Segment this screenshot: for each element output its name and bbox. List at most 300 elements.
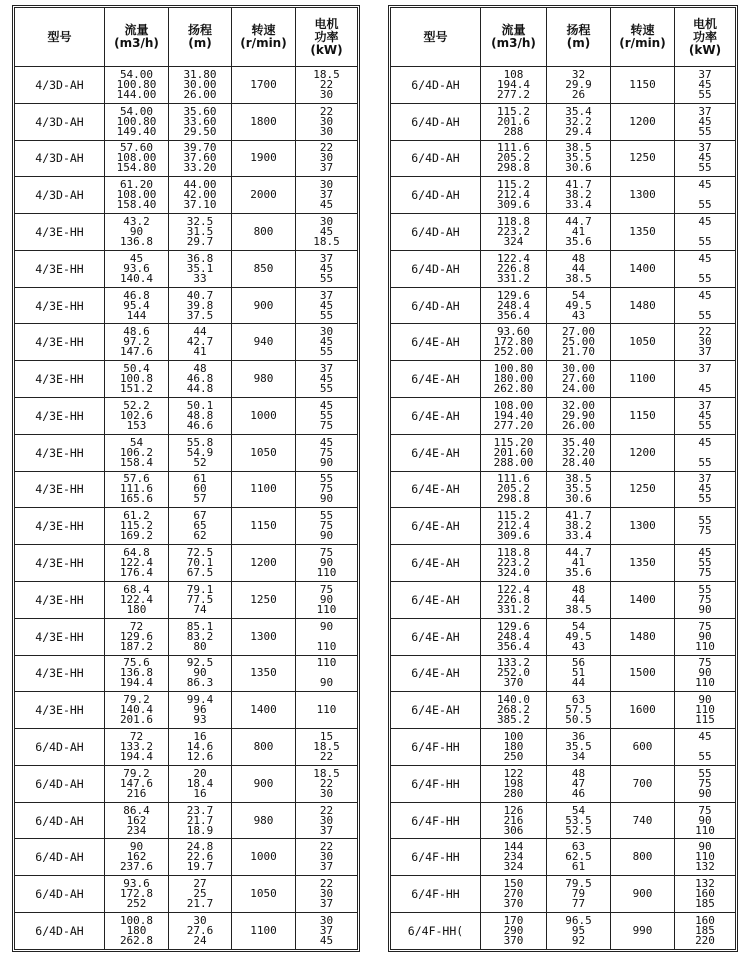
- power-cell: 37 45 55: [698, 398, 712, 432]
- speed-cell: 1050: [611, 324, 675, 360]
- model-cell: 4/3E-HH: [15, 582, 105, 618]
- power-cell: 55 75 90: [698, 582, 712, 616]
- model-cell: 4/3E-HH: [15, 288, 105, 324]
- speed-cell: 1150: [232, 508, 296, 544]
- speed-cell: 1500: [611, 656, 675, 692]
- head-cell: 54 53.5 52.5: [547, 803, 611, 839]
- model-cell: 6/4E-AH: [391, 545, 481, 581]
- power-cell: 37 45 55: [698, 472, 712, 506]
- head-cell: 30 27.6 24: [169, 913, 232, 950]
- head-cell: 40.7 39.8 37.5: [169, 288, 232, 324]
- flow-cell: 115.2 212.4 309.6: [481, 508, 547, 544]
- table-row: [15, 288, 357, 325]
- speed-cell: 2000: [232, 177, 296, 213]
- head-cell: 38.5 35.5 30.6: [547, 141, 611, 177]
- power-cell: 30 45 18.5: [313, 215, 340, 249]
- table-row: [15, 141, 357, 178]
- speed-cell: 1480: [611, 288, 675, 324]
- head-cell: 79.5 79 77: [547, 876, 611, 912]
- speed-cell: 1350: [611, 545, 675, 581]
- table-row: [391, 508, 735, 545]
- table-row: [15, 104, 357, 141]
- power-cell: 15 18.5 22: [313, 729, 340, 763]
- flow-cell: 54.00 100.80 144.00: [105, 67, 169, 103]
- power-cell: 37 45 55: [319, 251, 334, 285]
- model-cell: 4/3E-HH: [15, 508, 105, 544]
- model-cell: 6/4D-AH: [391, 104, 481, 140]
- flow-cell: 57.6 111.6 165.6: [105, 472, 169, 508]
- model-cell: 4/3D-AH: [15, 177, 105, 213]
- flow-cell: 68.4 122.4 180: [105, 582, 169, 618]
- table-row: [15, 766, 357, 803]
- model-cell: 4/3E-HH: [15, 656, 105, 692]
- speed-cell: 600: [611, 729, 675, 765]
- flow-cell: 64.8 122.4 176.4: [105, 545, 169, 581]
- head-cell: 48 47 46: [547, 766, 611, 802]
- power-cell: 55 75 90: [319, 509, 334, 543]
- header-flow: 流量 (m3/h): [105, 8, 169, 66]
- power-cell: 55 75: [698, 514, 712, 538]
- flow-cell: 122 198 280: [481, 766, 547, 802]
- table-row: [391, 545, 735, 582]
- head-cell: 44.00 42.00 37.10: [169, 177, 232, 213]
- power-cell: 45 55: [698, 729, 712, 763]
- header-model: 型号: [15, 8, 105, 66]
- model-cell: 6/4D-AH: [391, 251, 481, 287]
- power-cell: 22 30 37: [319, 803, 334, 837]
- flow-cell: 108 194.4 277.2: [481, 67, 547, 103]
- model-cell: 6/4D-AH: [391, 141, 481, 177]
- power-cell: 110 90: [316, 656, 337, 690]
- head-cell: 35.40 32.20 28.40: [547, 435, 611, 471]
- model-cell: 6/4D-AH: [391, 214, 481, 250]
- speed-cell: 900: [611, 876, 675, 912]
- speed-cell: 1800: [232, 104, 296, 140]
- power-cell: 30 37 45: [319, 914, 334, 948]
- model-cell: 6/4E-AH: [391, 692, 481, 728]
- speed-cell: 800: [611, 839, 675, 875]
- model-cell: 6/4F-HH: [391, 766, 481, 802]
- power-cell: 160 185 220: [695, 914, 715, 948]
- power-cell: 45 55 75: [698, 546, 712, 580]
- table-row: [391, 619, 735, 656]
- speed-cell: 800: [232, 729, 296, 765]
- head-cell: 63 57.5 50.5: [547, 692, 611, 728]
- speed-cell: 1480: [611, 619, 675, 655]
- table-row: [15, 324, 357, 361]
- table-row: [15, 803, 357, 840]
- head-cell: 35.60 33.60 29.50: [169, 104, 232, 140]
- speed-cell: 1400: [611, 582, 675, 618]
- flow-cell: 45 93.6 140.4: [105, 251, 169, 287]
- table-row: [15, 472, 357, 509]
- table-row: [15, 619, 357, 656]
- model-cell: 6/4E-AH: [391, 324, 481, 360]
- model-cell: 4/3D-AH: [15, 141, 105, 177]
- flow-cell: 115.2 212.4 309.6: [481, 177, 547, 213]
- flow-cell: 48.6 97.2 147.6: [105, 324, 169, 360]
- head-cell: 41.7 38.2 33.4: [547, 508, 611, 544]
- flow-cell: 111.6 205.2 298.8: [481, 472, 547, 508]
- model-cell: 4/3E-HH: [15, 214, 105, 250]
- flow-cell: 57.60 108.00 154.80: [105, 141, 169, 177]
- table-row: [391, 251, 735, 288]
- flow-cell: 86.4 162 234: [105, 803, 169, 839]
- speed-cell: 990: [611, 913, 675, 950]
- model-cell: 4/3E-HH: [15, 472, 105, 508]
- speed-cell: 1250: [611, 472, 675, 508]
- speed-cell: 1400: [232, 692, 296, 728]
- head-cell: 48 44 38.5: [547, 251, 611, 287]
- flow-cell: 100.80 180.00 262.80: [481, 361, 547, 397]
- head-cell: 96.5 95 92: [547, 913, 611, 950]
- power-cell: 37 45 55: [698, 104, 712, 138]
- flow-cell: 46.8 95.4 144: [105, 288, 169, 324]
- power-cell: 22 30 37: [319, 877, 334, 911]
- model-cell: 6/4D-AH: [15, 913, 105, 950]
- model-cell: 6/4D-AH: [15, 876, 105, 912]
- speed-cell: 900: [232, 766, 296, 802]
- model-cell: 6/4F-HH: [391, 803, 481, 839]
- flow-cell: 126 216 306: [481, 803, 547, 839]
- power-cell: 37 45 55: [698, 67, 712, 101]
- speed-cell: 700: [611, 766, 675, 802]
- model-cell: 6/4F-HH(: [391, 913, 481, 950]
- table-row: [391, 177, 735, 214]
- flow-cell: 118.8 223.2 324: [481, 214, 547, 250]
- table-row: [15, 361, 357, 398]
- power-cell: 90 110: [316, 619, 337, 653]
- model-cell: 4/3E-HH: [15, 324, 105, 360]
- head-cell: 44 42.7 41: [169, 324, 232, 360]
- header-speed: 转速 (r/min): [611, 8, 675, 66]
- flow-cell: 79.2 147.6 216: [105, 766, 169, 802]
- model-cell: 6/4F-HH: [391, 729, 481, 765]
- speed-cell: 980: [232, 803, 296, 839]
- head-cell: 36 35.5 34: [547, 729, 611, 765]
- speed-cell: 1000: [232, 398, 296, 434]
- head-cell: 35.4 32.2 29.4: [547, 104, 611, 140]
- head-cell: 30.00 27.60 24.00: [547, 361, 611, 397]
- power-cell: 75 90 110: [316, 582, 337, 616]
- head-cell: 79.1 77.5 74: [169, 582, 232, 618]
- power-cell: 30 45 55: [319, 325, 334, 359]
- flow-cell: 140.0 268.2 385.2: [481, 692, 547, 728]
- model-cell: 4/3E-HH: [15, 692, 105, 728]
- flow-cell: 118.8 223.2 324.0: [481, 545, 547, 581]
- flow-cell: 54.00 100.80 149.40: [105, 104, 169, 140]
- head-cell: 63 62.5 61: [547, 839, 611, 875]
- speed-cell: 1100: [232, 472, 296, 508]
- power-cell: 37 45 55: [319, 362, 334, 396]
- head-cell: 54 49.5 43: [547, 288, 611, 324]
- table-row: [15, 582, 357, 619]
- power-cell: 45 55 75: [319, 398, 334, 432]
- speed-cell: 1600: [611, 692, 675, 728]
- power-cell: 45 55: [698, 178, 712, 212]
- speed-cell: 1350: [232, 656, 296, 692]
- head-cell: 16 14.6 12.6: [169, 729, 232, 765]
- table-row: [391, 766, 735, 803]
- speed-cell: 1100: [232, 913, 296, 950]
- header-flow: 流量 (m3/h): [481, 8, 547, 66]
- power-cell: 37 45 55: [698, 141, 712, 175]
- head-cell: 41.7 38.2 33.4: [547, 177, 611, 213]
- table-row: [391, 472, 735, 509]
- power-cell: 75 90 110: [695, 803, 715, 837]
- flow-cell: 93.6 172.8 252: [105, 876, 169, 912]
- speed-cell: 850: [232, 251, 296, 287]
- head-cell: 85.1 83.2 80: [169, 619, 232, 655]
- model-cell: 4/3E-HH: [15, 435, 105, 471]
- head-cell: 32.00 29.90 26.00: [547, 398, 611, 434]
- head-cell: 39.70 37.60 33.20: [169, 141, 232, 177]
- head-cell: 50.1 48.8 46.6: [169, 398, 232, 434]
- power-cell: 22 30 37: [319, 141, 334, 175]
- table-row: [15, 508, 357, 545]
- table-header: [391, 8, 735, 67]
- power-cell: 110: [316, 703, 337, 717]
- table-row: [391, 582, 735, 619]
- flow-cell: 115.20 201.60 288.00: [481, 435, 547, 471]
- flow-cell: 50.4 100.8 151.2: [105, 361, 169, 397]
- speed-cell: 1300: [232, 619, 296, 655]
- flow-cell: 129.6 248.4 356.4: [481, 619, 547, 655]
- power-cell: 45 55: [698, 251, 712, 285]
- table-row: [391, 692, 735, 729]
- head-cell: 32 29.9 26: [547, 67, 611, 103]
- flow-cell: 79.2 140.4 201.6: [105, 692, 169, 728]
- table-row: [15, 251, 357, 288]
- power-cell: 75 90 110: [695, 656, 715, 690]
- flow-cell: 111.6 205.2 298.8: [481, 141, 547, 177]
- speed-cell: 1250: [232, 582, 296, 618]
- power-cell: 22 30 30: [319, 104, 334, 138]
- speed-cell: 1400: [611, 251, 675, 287]
- head-cell: 92.5 90 86.3: [169, 656, 232, 692]
- table-row: [391, 288, 735, 325]
- model-cell: 6/4F-HH: [391, 876, 481, 912]
- speed-cell: 1700: [232, 67, 296, 103]
- head-cell: 48 46.8 44.8: [169, 361, 232, 397]
- speed-cell: 1150: [611, 398, 675, 434]
- power-cell: 45 55: [698, 435, 712, 469]
- speed-cell: 1200: [232, 545, 296, 581]
- power-cell: 90 110 132: [695, 840, 715, 874]
- flow-cell: 115.2 201.6 288: [481, 104, 547, 140]
- flow-cell: 93.60 172.80 252.00: [481, 324, 547, 360]
- head-cell: 56 51 44: [547, 656, 611, 692]
- speed-cell: 1050: [232, 876, 296, 912]
- head-cell: 67 65 62: [169, 508, 232, 544]
- speed-cell: 1050: [232, 435, 296, 471]
- table-body-right: [391, 67, 735, 950]
- power-cell: 18.5 22 30: [313, 67, 340, 101]
- power-cell: 18.5 22 30: [313, 766, 340, 800]
- table-row: [15, 656, 357, 693]
- header-head: 扬程 (m): [169, 8, 232, 66]
- model-cell: 4/3E-HH: [15, 619, 105, 655]
- power-cell: 55 75 90: [698, 766, 712, 800]
- head-cell: 27 25 21.7: [169, 876, 232, 912]
- power-cell: 75 90 110: [695, 619, 715, 653]
- model-cell: 6/4D-AH: [391, 177, 481, 213]
- model-cell: 6/4E-AH: [391, 619, 481, 655]
- head-cell: 55.8 54.9 52: [169, 435, 232, 471]
- model-cell: 4/3E-HH: [15, 361, 105, 397]
- table-row: [15, 913, 357, 950]
- flow-cell: 75.6 136.8 194.4: [105, 656, 169, 692]
- flow-cell: 100.8 180 262.8: [105, 913, 169, 950]
- head-cell: 61 60 57: [169, 472, 232, 508]
- pump-table-left: [12, 5, 360, 952]
- speed-cell: 1100: [611, 361, 675, 397]
- flow-cell: 170 290 370: [481, 913, 547, 950]
- table-row: [15, 398, 357, 435]
- header-power: 电机 功率 (kW): [310, 16, 343, 57]
- model-cell: 4/3D-AH: [15, 104, 105, 140]
- header-power: 电机 功率 (kW): [688, 16, 722, 57]
- table-row: [391, 729, 735, 766]
- table-row: [391, 141, 735, 178]
- speed-cell: 1000: [232, 839, 296, 875]
- header-head: 扬程 (m): [547, 8, 611, 66]
- head-cell: 32.5 31.5 29.7: [169, 214, 232, 250]
- speed-cell: 1350: [611, 214, 675, 250]
- power-cell: 22 30 37: [319, 840, 334, 874]
- model-cell: 6/4E-AH: [391, 582, 481, 618]
- head-cell: 20 18.4 16: [169, 766, 232, 802]
- power-cell: 45 75 90: [319, 435, 334, 469]
- header-model: 型号: [391, 8, 481, 66]
- speed-cell: 1200: [611, 104, 675, 140]
- power-cell: 45 55: [698, 215, 712, 249]
- flow-cell: 122.4 226.8 331.2: [481, 582, 547, 618]
- table-row: [15, 729, 357, 766]
- head-cell: 54 49.5 43: [547, 619, 611, 655]
- table-row: [391, 435, 735, 472]
- flow-cell: 43.2 90 136.8: [105, 214, 169, 250]
- header-speed: 转速 (r/min): [232, 8, 296, 66]
- model-cell: 6/4E-AH: [391, 398, 481, 434]
- head-cell: 38.5 35.5 30.6: [547, 472, 611, 508]
- model-cell: 4/3E-HH: [15, 398, 105, 434]
- power-cell: 132 160 185: [695, 877, 715, 911]
- head-cell: 72.5 70.1 67.5: [169, 545, 232, 581]
- flow-cell: 61.2 115.2 169.2: [105, 508, 169, 544]
- head-cell: 36.8 35.1 33: [169, 251, 232, 287]
- speed-cell: 1900: [232, 141, 296, 177]
- flow-cell: 61.20 108.00 158.40: [105, 177, 169, 213]
- model-cell: 6/4E-AH: [391, 656, 481, 692]
- power-cell: 90 110 115: [695, 693, 715, 727]
- model-cell: 6/4E-AH: [391, 508, 481, 544]
- table-row: [391, 656, 735, 693]
- table-row: [15, 545, 357, 582]
- head-cell: 23.7 21.7 18.9: [169, 803, 232, 839]
- table-row: [391, 839, 735, 876]
- power-cell: 30 37 45: [319, 178, 334, 212]
- flow-cell: 129.6 248.4 356.4: [481, 288, 547, 324]
- table-row: [15, 435, 357, 472]
- flow-cell: 133.2 252.0 370: [481, 656, 547, 692]
- flow-cell: 90 162 237.6: [105, 839, 169, 875]
- model-cell: 6/4E-AH: [391, 361, 481, 397]
- head-cell: 31.80 30.00 26.00: [169, 67, 232, 103]
- power-cell: 37 45 55: [319, 288, 334, 322]
- power-cell: 45 55: [698, 288, 712, 322]
- head-cell: 27.00 25.00 21.70: [547, 324, 611, 360]
- speed-cell: 800: [232, 214, 296, 250]
- model-cell: 6/4D-AH: [391, 288, 481, 324]
- table-row: [391, 214, 735, 251]
- flow-cell: 72 129.6 187.2: [105, 619, 169, 655]
- table-row: [391, 803, 735, 840]
- table-row: [391, 398, 735, 435]
- table-body-left: [15, 67, 357, 950]
- pump-table-right: [388, 5, 738, 952]
- table-row: [391, 876, 735, 913]
- flow-cell: 52.2 102.6 153: [105, 398, 169, 434]
- head-cell: 24.8 22.6 19.7: [169, 839, 232, 875]
- model-cell: 6/4D-AH: [391, 67, 481, 103]
- head-cell: 44.7 41 35.6: [547, 214, 611, 250]
- table-header: [15, 8, 357, 67]
- speed-cell: 980: [232, 361, 296, 397]
- speed-cell: 1250: [611, 141, 675, 177]
- speed-cell: 900: [232, 288, 296, 324]
- table-row: [15, 876, 357, 913]
- table-row: [15, 692, 357, 729]
- head-cell: 48 44 38.5: [547, 582, 611, 618]
- table-row: [15, 177, 357, 214]
- table-row: [15, 214, 357, 251]
- head-cell: 99.4 96 93: [169, 692, 232, 728]
- table-row: [15, 67, 357, 104]
- table-row: [391, 324, 735, 361]
- model-cell: 4/3E-HH: [15, 251, 105, 287]
- speed-cell: 740: [611, 803, 675, 839]
- model-cell: 6/4D-AH: [15, 729, 105, 765]
- flow-cell: 144 234 324: [481, 839, 547, 875]
- table-row: [391, 913, 735, 950]
- model-cell: 4/3E-HH: [15, 545, 105, 581]
- speed-cell: 1300: [611, 508, 675, 544]
- model-cell: 6/4F-HH: [391, 839, 481, 875]
- model-cell: 4/3D-AH: [15, 67, 105, 103]
- table-row: [391, 104, 735, 141]
- speed-cell: 940: [232, 324, 296, 360]
- model-cell: 6/4E-AH: [391, 435, 481, 471]
- flow-cell: 54 106.2 158.4: [105, 435, 169, 471]
- model-cell: 6/4E-AH: [391, 472, 481, 508]
- flow-cell: 150 270 370: [481, 876, 547, 912]
- speed-cell: 1300: [611, 177, 675, 213]
- power-cell: 75 90 110: [316, 546, 337, 580]
- flow-cell: 108.00 194.40 277.20: [481, 398, 547, 434]
- flow-cell: 100 180 250: [481, 729, 547, 765]
- head-cell: 44.7 41 35.6: [547, 545, 611, 581]
- speed-cell: 1200: [611, 435, 675, 471]
- flow-cell: 72 133.2 194.4: [105, 729, 169, 765]
- table-row: [15, 839, 357, 876]
- power-cell: 55 75 90: [319, 472, 334, 506]
- model-cell: 6/4D-AH: [15, 766, 105, 802]
- power-cell: 22 30 37: [698, 325, 712, 359]
- speed-cell: 1150: [611, 67, 675, 103]
- model-cell: 6/4D-AH: [15, 839, 105, 875]
- power-cell: 37 45: [698, 362, 712, 396]
